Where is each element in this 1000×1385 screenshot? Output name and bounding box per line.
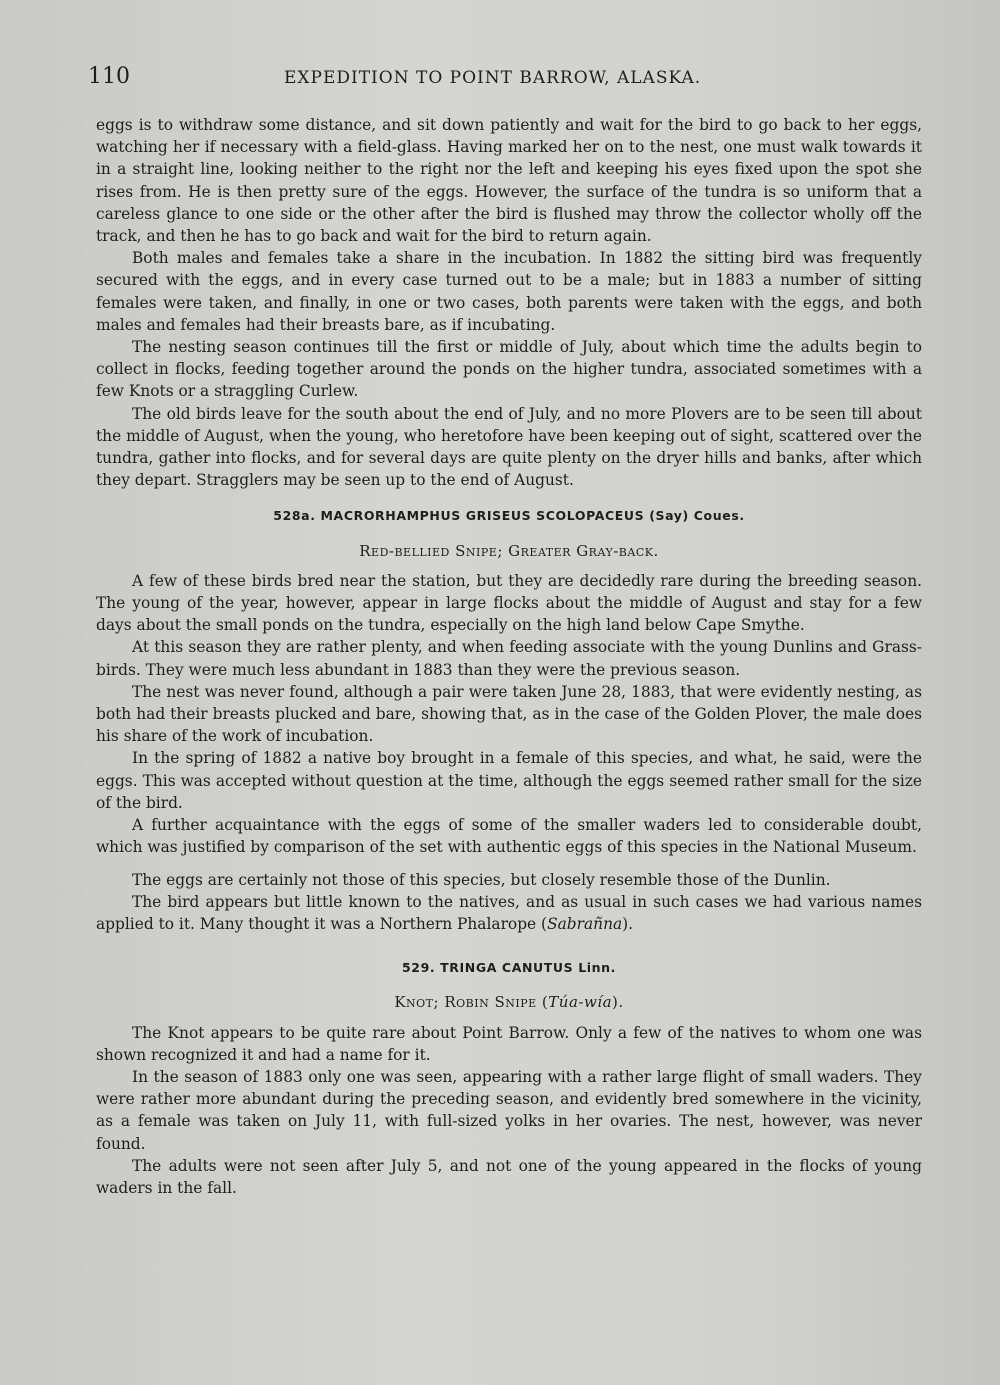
species-heading: 529. TRINGA CANUTUS Linn. (401, 960, 617, 976)
paragraph: The adults were not seen after July 5, and not one of the young appeared in the flocks of young waders in the fall. (96, 1156, 922, 1197)
punctuation: ). (612, 993, 624, 1012)
page-header (88, 64, 908, 98)
paragraph: Both males and females take a share in the incubation. In 1882 the sitting bird was frequently secured with the eggs, and in every case turned out to be a male; but in 1883 a number of sitting females were taken, and finally, in one or two cases, both parents were taken with the eggs, and both males and females had their breasts bare, as if incubating. (96, 249, 922, 334)
body-text (96, 114, 922, 1199)
paragraph: The Knot appears to be quite rare about Point Barrow. Only a few of the natives to whom one was shown recognized it and had a name for it. (96, 1023, 922, 1064)
paragraph: At this season they are rather plenty, and when feeding associate with the young Dunlins and Grass-birds. They were much less abundant in 1883 than they were the previous season. (96, 638, 922, 679)
page-number: 110 (88, 64, 130, 89)
paragraph: A few of these birds bred near the station, but they are decidedly rare during the breeding season. The young of the year, however, appear in large flocks about the middle of August and stay for a few days about the small ponds on the tundra, especially on the high land below Cape Smythe. (96, 571, 922, 635)
paragraph: In the spring of 1882 a native boy brought in a female of this species, and what, he said, were the eggs. This was accepted without question at the time, although the eggs seemed rather small for the size of the bird. (96, 749, 922, 812)
species-heading: 528a. MACRORHAMPHUS GRISEUS SCOLOPACEUS (Say) Coues. (273, 508, 745, 524)
common-name-text: Knot; Robin Snipe ( (394, 993, 549, 1012)
native-name: Sabrañna (547, 914, 623, 933)
paragraph: In the season of 1883 only one was seen, appearing with a rather large flight of small waders. They were rather more abundant during the preceding season, and evidently bred somewhere in the vicinity, as a female was taken on July 11, with full-sized yolks in her ovaries. The nest, however, was never found. (96, 1067, 922, 1153)
running-head: EXPEDITION TO POINT BARROW, ALASKA. (284, 68, 702, 88)
common-name (96, 991, 922, 1013)
paragraph: The nesting season continues till the first or middle of July, about which time the adults begin to collect in flocks, feeding together around the ponds on the higher tundra, associated sometimes with a few Knots or a straggling Curlew. (96, 338, 922, 401)
paragraph: The eggs are certainly not those of this species, but closely resemble those of the Dunlin. (132, 870, 831, 889)
common-name: Red-bellied Snipe; Greater Gray-back. (359, 541, 659, 560)
paragraph (96, 891, 922, 935)
paragraph: A further acquaintance with the eggs of some of the smaller waders led to considerable doubt, which was justified by comparison of the set with authentic eggs of this species in the National Museum. (96, 816, 922, 857)
paragraph: eggs is to withdraw some distance, and sit down patiently and wait for the bird to go back to her eggs, watching her if necessary with a field-glass. Having marked her on to the nest, one must walk towards it in a straight line, looking neither to the right nor the left and keeping his eyes fixed upon the spot she rises from. He is then pretty sure of the eggs. However, the surface of the tundra is so uniform that a careless glance to one side or the other after the bird is flushed may throw the collector wholly off the track, and then he has to go back and wait for the bird to return again. (96, 116, 922, 246)
paragraph: The nest was never found, although a pair were taken June 28, 1883, that were evidently nesting, as both had their breasts plucked and bare, showing that, as in the case of the Golden Plover, the male does his share of the work of incubation. (96, 682, 922, 746)
punctuation: ). (622, 914, 634, 933)
native-name: Túa-wía (548, 993, 613, 1012)
paragraph: The old birds leave for the south about the end of July, and no more Plovers are to be seen till about the middle of August, when the young, who heretofore have been keeping out of sight, scattered over the tundra, gather into flocks, and for several days are quite plenty on the dryer hills and banks, after which they depart. Stragglers may be seen up to the end of August. (96, 404, 922, 490)
paragraph-text: The bird appears but little known to the natives, and as usual in such cases we had various names applied to it. Many thought it was a Northern Phalarope ( (96, 892, 922, 933)
